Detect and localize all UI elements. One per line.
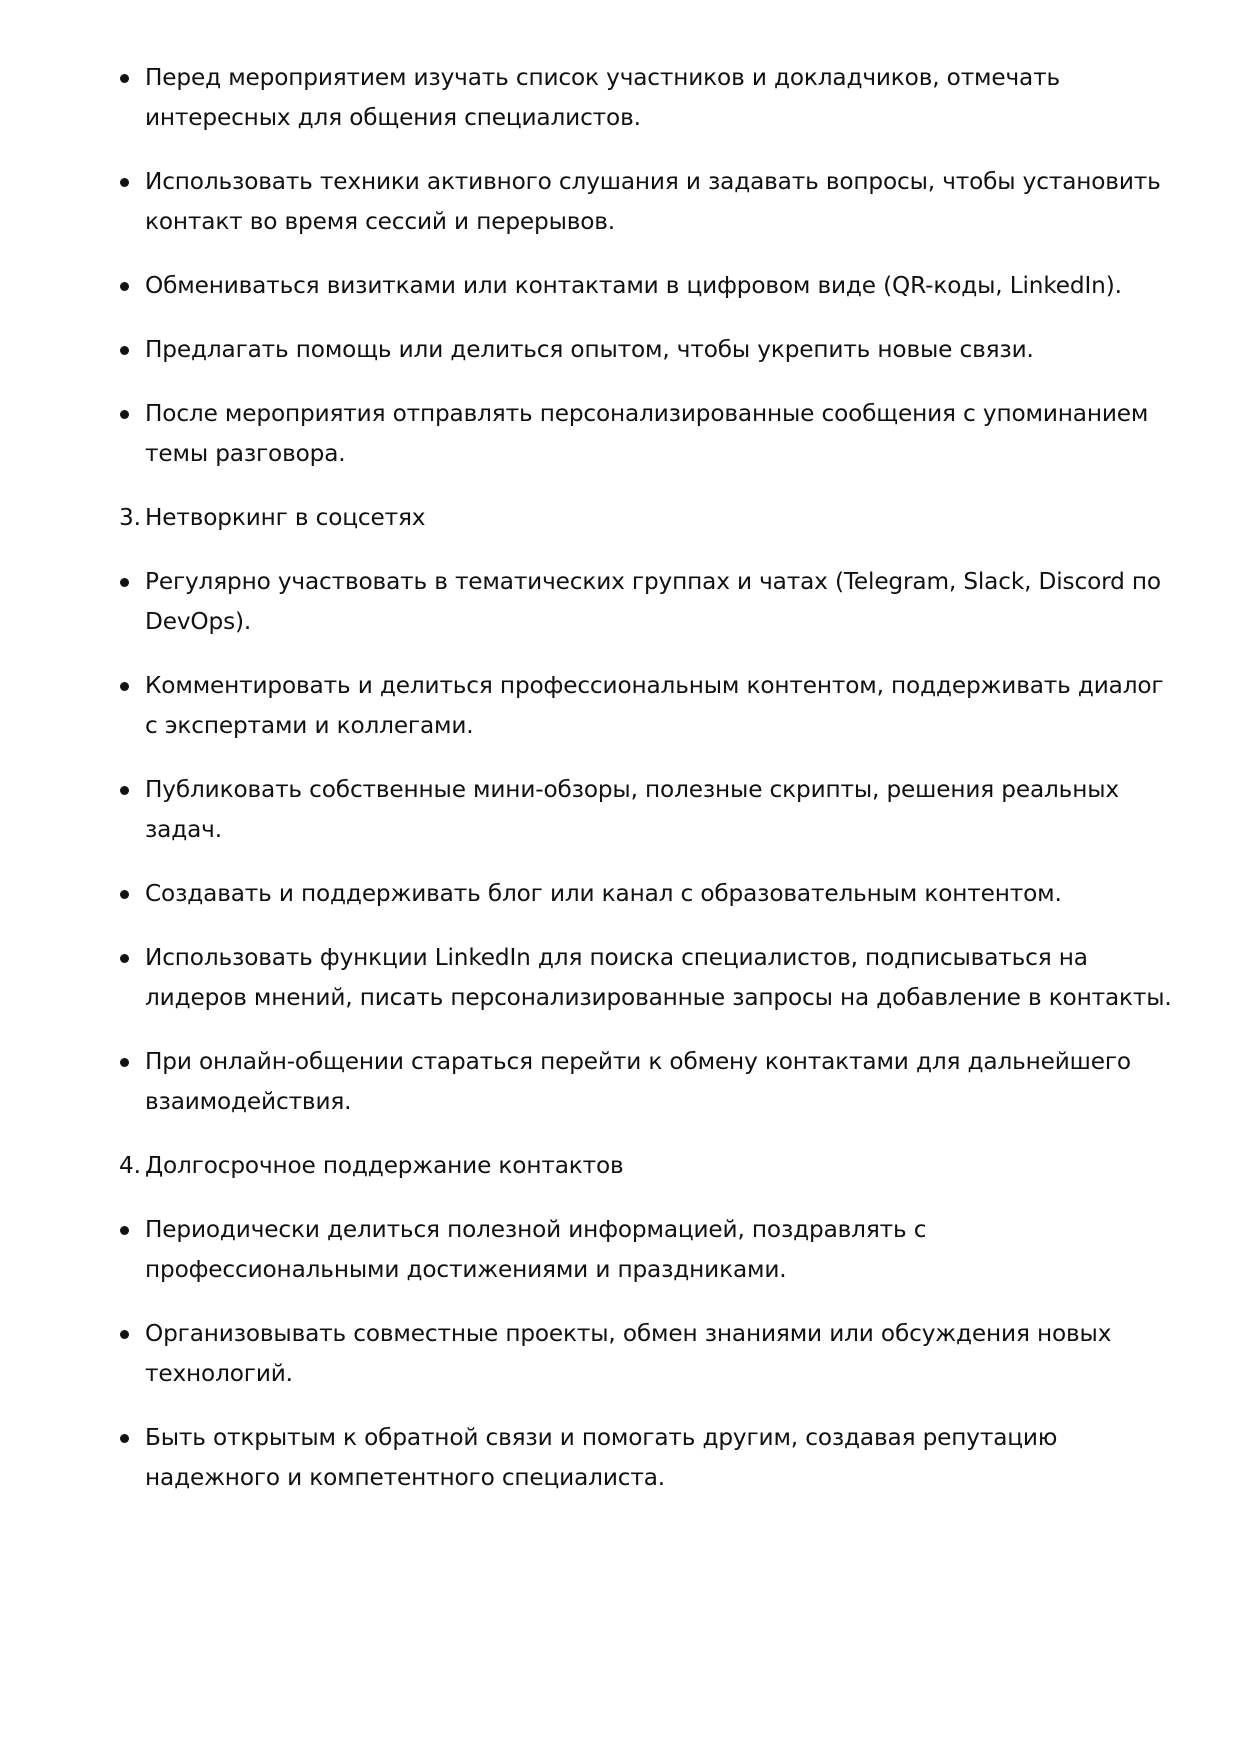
list-item-text: Регулярно участвовать в тематических группах и чатах (Telegram, Slack, Discord по DevOps). bbox=[145, 568, 1161, 635]
list-item bbox=[145, 562, 1179, 642]
list-item-text: Организовывать совместные проекты, обмен знаниями или обсуждения новых технологий. bbox=[145, 1320, 1112, 1387]
bullet-icon bbox=[120, 954, 129, 963]
list-item-text: Быть открытым к обратной связи и помогать другим, создавая репутацию надежного и компетентного специалиста. bbox=[145, 1424, 1058, 1491]
list-item bbox=[145, 666, 1179, 746]
list-item-text: Перед мероприятием изучать список участников и докладчиков, отмечать интересных для общения специалистов. bbox=[145, 64, 1060, 131]
bullet-icon bbox=[120, 890, 129, 899]
bullet-icon bbox=[120, 786, 129, 795]
list-item bbox=[145, 394, 1179, 474]
bullet-icon bbox=[120, 682, 129, 691]
list-item-text: После мероприятия отправлять персонализированные сообщения с упоминанием темы разговора. bbox=[145, 400, 1149, 467]
section-title: Нетворкинг в соцсетях bbox=[145, 504, 426, 531]
list-item bbox=[145, 1314, 1179, 1394]
bullet-icon bbox=[120, 346, 129, 355]
list-item bbox=[145, 266, 1179, 306]
bullet-icon bbox=[120, 178, 129, 187]
section-3-heading bbox=[119, 498, 1179, 538]
bullet-icon bbox=[120, 1058, 129, 1067]
list-item-text: Создавать и поддерживать блог или канал с образовательным контентом. bbox=[145, 880, 1062, 907]
bullet-icon bbox=[120, 410, 129, 419]
list-item bbox=[145, 770, 1179, 850]
section-3-bullet-list bbox=[145, 562, 1179, 1122]
bullet-icon bbox=[120, 282, 129, 291]
section-number: 4. bbox=[119, 1152, 141, 1179]
bullet-icon bbox=[120, 1434, 129, 1443]
section-title: Долгосрочное поддержание контактов bbox=[145, 1152, 624, 1179]
bullet-icon bbox=[120, 74, 129, 83]
bullet-icon bbox=[120, 1330, 129, 1339]
list-item-text: Использовать техники активного слушания и задавать вопросы, чтобы установить контакт во время сессий и перерывов. bbox=[145, 168, 1161, 235]
list-item bbox=[145, 1210, 1179, 1290]
section-4-heading bbox=[119, 1146, 1179, 1186]
list-item-text: Предлагать помощь или делиться опытом, чтобы укрепить новые связи. bbox=[145, 336, 1034, 363]
list-item-text: При онлайн-общении стараться перейти к обмену контактами для дальнейшего взаимодействия. bbox=[145, 1048, 1131, 1115]
list-item bbox=[145, 874, 1179, 914]
list-item-text: Использовать функции LinkedIn для поиска специалистов, подписываться на лидеров мнений, писать персонализированные запросы на добавление в контакты. bbox=[145, 944, 1172, 1011]
list-item-text: Обмениваться визитками или контактами в цифровом виде (QR-коды, LinkedIn). bbox=[145, 272, 1122, 299]
intro-bullet-list bbox=[145, 58, 1179, 474]
list-item-text: Комментировать и делиться профессиональным контентом, поддерживать диалог с экспертами и коллегами. bbox=[145, 672, 1164, 739]
list-item bbox=[145, 330, 1179, 370]
list-item bbox=[145, 1042, 1179, 1122]
bullet-icon bbox=[120, 1226, 129, 1235]
list-item bbox=[145, 1418, 1179, 1498]
list-item bbox=[145, 162, 1179, 242]
bullet-icon bbox=[120, 578, 129, 587]
section-4-bullet-list bbox=[145, 1210, 1179, 1498]
list-item-text: Публиковать собственные мини-обзоры, полезные скрипты, решения реальных задач. bbox=[145, 776, 1119, 843]
list-item bbox=[145, 58, 1179, 138]
list-item bbox=[145, 938, 1179, 1018]
list-item-text: Периодически делиться полезной информацией, поздравлять с профессиональными достижениями и праздниками. bbox=[145, 1216, 927, 1283]
section-number: 3. bbox=[119, 504, 141, 531]
